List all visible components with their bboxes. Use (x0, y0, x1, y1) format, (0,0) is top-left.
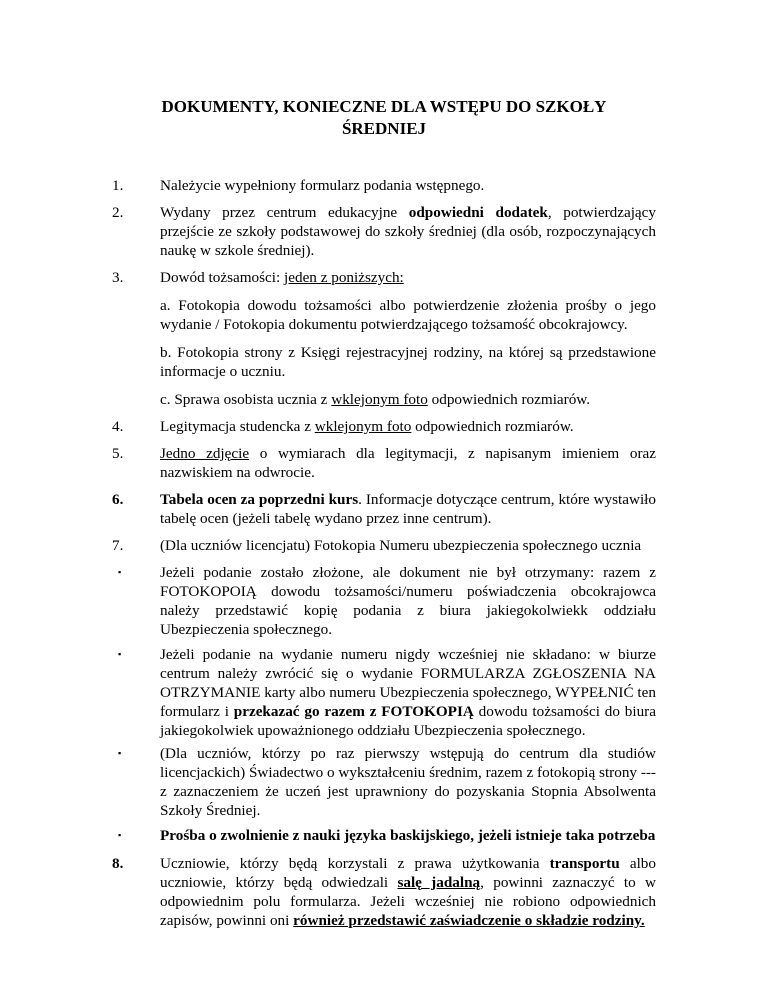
bullet-3-text: (Dla uczniów, którzy po raz pierwszy wstępują do centrum dla studiów licencjackich) Świadectwo o wykształceniu średnim, razem z fotokopią strony ---z zaznaczeniem że uczeń jest uprawniony do pozyskania Stopnia Absolwenta Szkoły Średniej. (160, 745, 656, 819)
document-title (100, 96, 668, 140)
item-number: 8. (112, 855, 124, 872)
title-line-1: DOKUMENTY, KONIECZNE DLA WSTĘPU DO SZKOŁY (161, 97, 607, 116)
subitem-c-text: c. Sprawa osobista ucznia z wklejonym foto odpowiednich rozmiarów. (160, 391, 591, 408)
bullet-icon: ▪ (118, 830, 122, 840)
item-number: 2. (112, 204, 124, 221)
item-number: 7. (112, 537, 124, 554)
subitem-b-text: b. Fotokopia strony z Księgi rejestracyjnej rodziny, na której są przedstawione informacje o uczniu. (160, 344, 656, 380)
item-8-text: Uczniowie, którzy będą korzystali z prawa użytkowania transportu albo uczniowie, którzy będą odwiedzali salę jadalną, powinni zaznaczyć to w odpowiednim polu formularza. Jeżeli wcześniej nie robiono odpowiednich zapisów, powinni oni również przedstawić zaświadczenie o składzie rodziny. (160, 855, 656, 929)
item-number: 1. (112, 177, 124, 194)
item-6-text: Tabela ocen za poprzedni kurs. Informacje dotyczące centrum, które wystawiło tabelę ocen (jeżeli tabelę wydano przez inne centrum). (160, 491, 656, 527)
bullet-2-text: Jeżeli podanie na wydanie numeru nigdy wcześniej nie składano: w biurze centrum należy zwrócić się o wydanie FORMULARZA ZGŁOSZENIA NA OTRZYMANIE karty albo numeru Ubezpieczenia społecznego, WYPEŁNIĆ ten formularz i przekazać go razem z FOTOKOPIĄ dowodu tożsamości do biura jakiegokolwiek upoważnionego oddziału Ubezpieczenia społecznego. (160, 646, 656, 739)
item-7-text: (Dla uczniów licencjatu) Fotokopia Numeru ubezpieczenia społecznego ucznia (160, 537, 642, 554)
item-5-text: Jedno zdjęcie o wymiarach dla legitymacji, z napisanym imieniem oraz nazwiskiem na odwrocie. (160, 445, 656, 481)
bullet-4-text: Prośba o zwolnienie z nauki języka baskijskiego, jeżeli istnieje taka potrzeba (160, 827, 656, 844)
item-4-text: Legitymacja studencka z wklejonym foto odpowiednich rozmiarów. (160, 418, 574, 435)
item-number: 4. (112, 418, 124, 435)
item-2-text: Wydany przez centrum edukacyjne odpowiedni dodatek, potwierdzający przejście ze szkoły podstawowej do szkoły średniej (dla osób, rozpoczynających naukę w szkole średniej). (160, 204, 656, 259)
item-3-text: Dowód tożsamości: jeden z poniższych: (160, 269, 404, 286)
bullet-icon: ▪ (118, 649, 122, 659)
item-number: 6. (112, 491, 124, 508)
subitem-a-text: a. Fotokopia dowodu tożsamości albo potwierdzenie złożenia prośby o jego wydanie / Fotokopia dokumentu potwierdzającego tożsamość obcokrajowcy. (160, 297, 656, 333)
title-line-2: ŚREDNIEJ (341, 119, 427, 138)
bullet-1-text: Jeżeli podanie zostało złożone, ale dokument nie był otrzymany: razem z FOTOKOPOIĄ dowodu tożsamości/numeru poświadczenia obcokrajowca należy przedstawić kopię podania z biura jakiegokolwiekk oddziału Ubezpieczenia społecznego. (160, 564, 656, 638)
bullet-icon: ▪ (118, 748, 122, 758)
bullet-icon: ▪ (118, 567, 122, 577)
item-number: 3. (112, 269, 124, 286)
item-number: 5. (112, 445, 124, 462)
item-1-text: Należycie wypełniony formularz podania wstępnego. (160, 177, 485, 194)
